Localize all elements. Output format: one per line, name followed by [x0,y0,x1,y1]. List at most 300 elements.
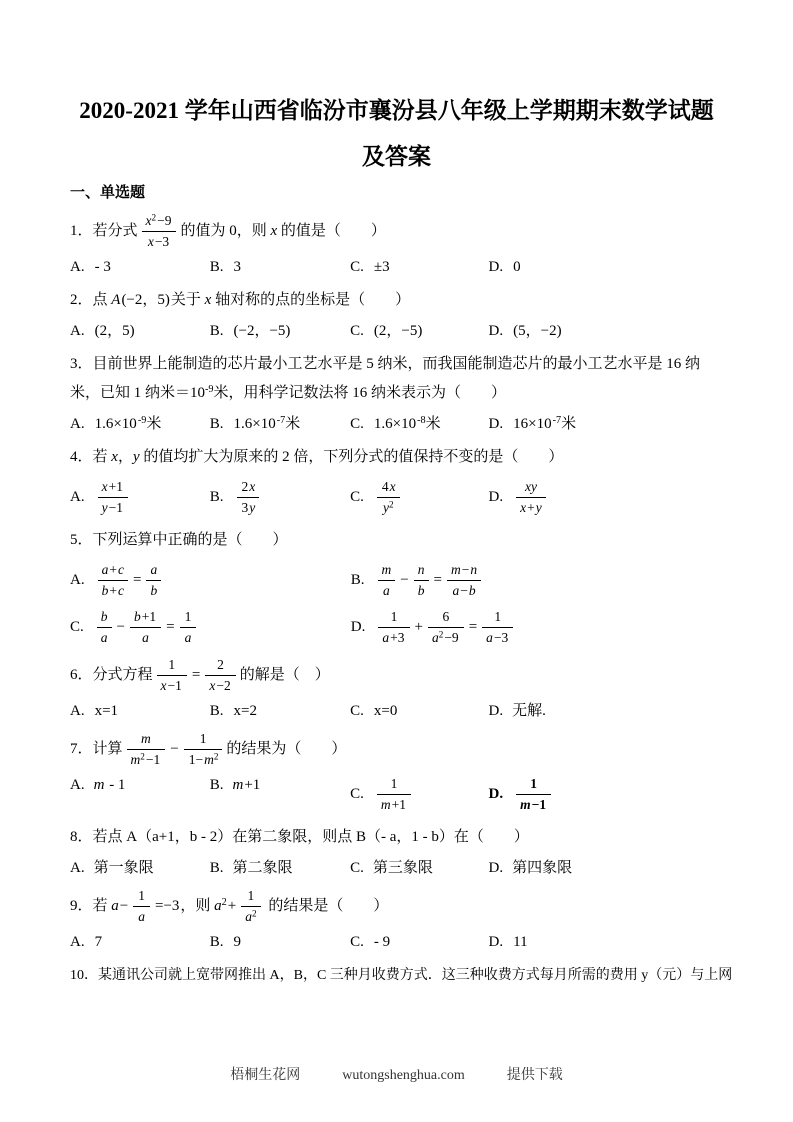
math-text: = [191,666,201,683]
fraction-denominator [241,907,260,926]
math-variable: b [133,609,141,624]
math-text: +1 [108,479,123,494]
math-variable: m [520,797,531,812]
math-variable: x [147,234,154,249]
option-label: D. [488,416,504,432]
option-label: B. [209,860,224,876]
text-run: 7．计算 [70,740,123,757]
question-stem [70,286,723,315]
text-run: 的解是（ ） [239,666,330,683]
math-variable: x [101,479,108,494]
math-text: −2 [216,678,231,693]
option-content [512,703,546,719]
options-row [70,321,723,341]
option-B [210,257,350,277]
fraction-numerator [482,608,513,628]
fraction-numerator [378,608,409,628]
option-label: A. [70,934,85,950]
option-label: A. [70,416,85,432]
fraction-denominator [184,750,223,769]
option-A [70,478,210,517]
math-variable: a [184,630,192,645]
option-A [70,701,210,721]
option-content [233,416,301,432]
question-8 [70,823,723,878]
fraction-numerator [180,608,197,628]
footer-site-url: wutongshenghua.com [342,1068,465,1083]
math-text: = [132,571,142,588]
math-variable: c [117,583,124,598]
option-label: D. [488,323,504,339]
option-content [373,934,391,950]
option-label: C. [70,618,84,635]
fraction-denominator [146,581,161,600]
option-label: B. [350,571,365,588]
superscript: 2 [213,751,219,762]
math-text: 1− [188,752,204,767]
option-label: B. [209,323,224,339]
fraction-denominator [377,795,411,814]
option-content [233,479,264,515]
math-text: −9 [444,630,459,645]
math-text: +1 [141,609,157,624]
option-content [233,703,258,719]
options-row [70,775,723,814]
fraction-numerator [447,561,481,581]
math-text: 3 [241,500,249,515]
math-text: 2 [217,657,224,672]
fraction [447,561,481,600]
option-B [210,858,350,878]
option-B [351,561,723,600]
option-label: B. [209,934,224,950]
text-run: 第一象限 [93,860,154,876]
option-B [210,478,350,517]
fraction-denominator [98,498,128,517]
math-text: − [460,583,468,598]
text-run: 的值为 0，则 [180,222,271,239]
option-content [373,479,404,515]
option-content [512,416,576,432]
option-label: A. [70,703,85,719]
superscript: -9 [205,383,214,395]
option-content [94,323,136,339]
option-content [512,479,550,515]
options-row [70,257,723,277]
math-text: 1 [530,776,537,791]
math-text: 11 [513,934,528,950]
superscript: 2 [251,908,257,919]
math-text: = [166,618,175,635]
option-A [70,321,210,341]
option-D [489,858,723,878]
option-A [70,932,210,952]
option-content [373,259,391,275]
option-A [70,775,210,814]
question-9 [70,887,723,952]
option-content [94,259,112,275]
fraction [414,561,429,600]
text-run: 的值是（ ） [277,222,386,239]
fraction-denominator [378,581,396,600]
math-variable: m [381,562,392,577]
fraction-numerator [414,561,429,581]
text-run: 5．下列运算中正确的是（ ） [70,532,288,548]
option-label: A. [70,777,85,793]
options-row [70,561,723,647]
fraction [127,730,166,769]
option-content [94,562,166,598]
option-label: D. [488,259,504,275]
fraction-numerator [428,608,464,628]
math-variable: a [383,583,390,598]
text-run: 的结果是（ ） [264,897,389,914]
fraction-numerator [97,608,112,628]
question-4 [70,443,723,517]
math-text: 4 [381,479,389,494]
superscript: -9 [137,414,147,426]
fraction-denominator [133,907,150,926]
question-stem [70,730,723,769]
option-content [233,777,262,793]
math-variable: a [486,630,493,645]
math-text: 1 [199,731,207,746]
math-variable: x [145,213,152,228]
footer-download-text: 提供下载 [506,1068,563,1083]
text-run: 第三象限 [372,860,433,876]
math-text: = [433,571,442,588]
math-text: 3 [233,259,241,275]
option-label: A. [70,488,85,505]
option-D [489,932,723,952]
math-text: − [170,740,179,757]
question-stem [70,443,723,472]
option-A [70,561,351,600]
option-content [512,259,522,275]
fraction-denominator [98,581,128,600]
fraction-numerator [130,608,161,628]
math-text: 7 [94,934,103,950]
option-A [70,414,210,434]
fraction-numerator [516,478,546,498]
fraction [180,608,197,647]
options-row [70,858,723,878]
math-variable: y [382,500,389,515]
math-text: 1 [184,609,192,624]
math-variable: b [150,583,158,598]
option-C [350,321,488,341]
math-text: −1 [167,678,182,693]
math-variable: b [100,609,108,624]
math-variable: m [450,562,461,577]
option-label: B. [209,703,224,719]
fraction-denominator [130,628,161,647]
math-variable: y [101,500,108,515]
math-text: − [400,571,409,588]
question-list [70,212,733,990]
fraction-numerator [205,656,235,676]
text-run: ，则 [180,897,215,914]
math-text: + [109,583,117,598]
text-run: 无解. [512,703,546,719]
section-heading: 一、单选题 [70,185,146,201]
text-run: 米 [285,416,301,432]
math-variable: x [389,479,396,494]
option-D [351,608,723,647]
option-content [233,323,292,339]
options-row [70,478,723,517]
math-text: −3 [154,234,170,249]
option-content [374,609,517,645]
option-content [373,323,423,339]
math-variable: y [132,449,140,465]
math-variable: A [111,292,121,308]
math-text: 0 [513,259,521,275]
fraction [205,656,235,695]
fraction-numerator [142,212,177,232]
fraction-denominator [516,498,546,517]
option-label: C. [350,934,364,950]
math-text: 1.6×10 [233,416,276,432]
superscript: 2 [151,212,157,223]
fraction [428,608,464,647]
option-A [70,858,210,878]
option-label: C. [350,416,364,432]
text-run: 轴对称的点的坐标是（ ） [211,292,411,308]
fraction-denominator [180,628,197,647]
superscript: 2 [438,629,444,640]
math-variable: m [93,777,105,793]
math-text: (−2，−5) [233,323,291,339]
fraction [98,478,128,517]
math-variable: y [249,500,256,515]
option-C [350,858,488,878]
math-text: - 3 [94,259,111,275]
option-label: C. [350,259,364,275]
option-B [210,775,350,814]
question-stem [70,656,723,695]
math-variable: a [452,583,460,598]
option-label: D. [488,785,504,802]
fraction-denominator [482,628,513,647]
math-text: 1.6×10 [373,416,417,432]
question-1 [70,212,723,277]
text-run: 米 [425,416,441,432]
math-text: 2 [241,479,249,494]
math-text: −3 [493,630,509,645]
math-text: 6 [442,609,450,624]
option-label: D. [488,860,504,876]
text-run: 的值均扩大为原来的 2 倍，下列分式的值保持不变的是（ ） [139,449,564,465]
math-variable: b [468,583,476,598]
math-variable: x [160,678,167,693]
math-text: x=1 [94,703,119,719]
option-content [233,259,243,275]
question-stem [70,887,723,926]
fraction-numerator [157,656,187,676]
math-text: 1 [247,888,255,903]
math-variable: m [380,797,391,812]
text-run: 10．某通讯公司就上宽带网推出 A，B，C 三种月收费方式．这三种收费方式每月所需的费用 y（元）与上网 [70,968,733,983]
option-label: C. [350,488,364,505]
fraction-denominator [97,628,112,647]
option-C [350,932,488,952]
math-variable: m [130,752,141,767]
text-run: 第四象限 [512,860,573,876]
option-content [373,416,441,432]
fraction [97,608,112,647]
option-label: C. [350,323,364,339]
fraction-numerator [237,478,260,498]
fraction [130,608,161,647]
math-text: −1 [108,500,123,515]
option-C [350,775,488,814]
fraction-numerator [377,478,400,498]
math-variable: a [150,562,158,577]
text-run: 的结果为（ ） [226,740,347,757]
option-D [489,775,723,814]
math-variable: n [417,562,425,577]
fraction-denominator [377,498,400,517]
fraction [133,887,150,926]
math-variable: xy [524,479,537,494]
option-D [489,701,723,721]
fraction-numerator [98,478,128,498]
option-content [374,562,486,598]
footer-site-name: 梧桐生花网 [230,1068,301,1083]
fraction-denominator [378,628,409,647]
option-A [70,257,210,277]
fraction-denominator [428,628,464,647]
text-run: 1．若分式 [70,222,138,239]
math-text: 1 [138,888,145,903]
math-text: (5，−2) [513,323,562,339]
option-B [210,414,350,434]
option-D [489,414,723,434]
math-variable: b [417,583,425,598]
math-text: +3 [390,630,405,645]
math-variable: x [209,678,216,693]
math-text: 1 [390,609,398,624]
superscript: -7 [552,414,562,426]
question-7 [70,730,723,814]
fraction-denominator [516,795,551,814]
math-variable: n [470,562,478,577]
math-text: −1 [145,752,161,767]
math-text: − [116,618,125,635]
option-content [93,609,201,645]
text-run: 关于 [170,292,205,308]
superscript: 2 [221,896,227,908]
option-content [233,860,293,876]
text-run: 第二象限 [232,860,293,876]
math-variable: y [535,500,542,515]
text-run: 米 [146,416,162,432]
math-variable: x [111,449,118,465]
text-run: 2．点 [70,292,112,308]
option-D [489,257,723,277]
fraction-numerator [127,730,166,750]
options-row [70,701,723,721]
text-run: 9．若 [70,897,112,914]
math-variable: a [101,562,109,577]
math-text: +1 [244,777,261,793]
math-text: + [414,618,423,635]
math-text: +1 [391,797,407,812]
option-label: C. [350,860,364,876]
math-variable: m [141,731,151,746]
math-variable: a [138,909,145,924]
option-B [210,701,350,721]
fraction [482,608,513,647]
question-stem [70,961,733,990]
math-variable: a [214,897,222,914]
math-text: ±3 [373,259,390,275]
math-text: + [109,562,117,577]
text-run: 米，用科学记数法将 16 纳米表示为（ ） [213,385,507,401]
option-content [373,703,398,719]
fraction-denominator [414,581,429,600]
option-content [94,934,104,950]
question-3 [70,350,723,434]
fraction [377,478,400,517]
page-title: 2020-2021 学年山西省临汾市襄汾县八年级上学期期末数学试题及答案 [79,98,714,169]
question-stem [70,526,723,555]
fraction-numerator [378,561,396,581]
fraction [157,656,187,695]
option-content [94,416,162,432]
math-variable: x [520,500,527,515]
option-content [512,323,562,339]
fraction-denominator [205,676,235,695]
fraction-denominator [237,498,260,517]
math-variable: b [101,583,109,598]
math-text: 1 [168,657,176,672]
math-variable: a [431,630,439,645]
fraction-numerator [241,887,260,907]
math-text: −1 [531,797,547,812]
question-5 [70,526,723,647]
math-text: − [461,562,470,577]
option-content [512,776,555,812]
math-variable: m [232,777,244,793]
option-content [373,860,433,876]
math-variable: x [249,479,256,494]
fraction-denominator [157,676,187,695]
option-label: A. [70,860,85,876]
math-text: + [527,500,535,515]
math-text: 1 [494,609,502,624]
math-variable: x [204,292,212,308]
option-label: C. [350,785,364,802]
fraction-numerator [98,561,128,581]
option-label: A. [70,571,85,588]
math-text: 1.6×10 [94,416,137,432]
option-C [350,414,488,434]
option-label: D. [488,488,504,505]
text-run: ， [117,449,133,465]
option-label: D. [350,618,366,635]
option-label: B. [209,488,224,505]
fraction [142,212,177,251]
fraction-numerator [184,730,223,750]
option-label: D. [488,934,504,950]
math-text: + [227,897,237,914]
math-text: (−2，5) [121,292,170,308]
question-stem [70,823,723,852]
math-text: = [468,618,478,635]
fraction-numerator [516,775,551,795]
